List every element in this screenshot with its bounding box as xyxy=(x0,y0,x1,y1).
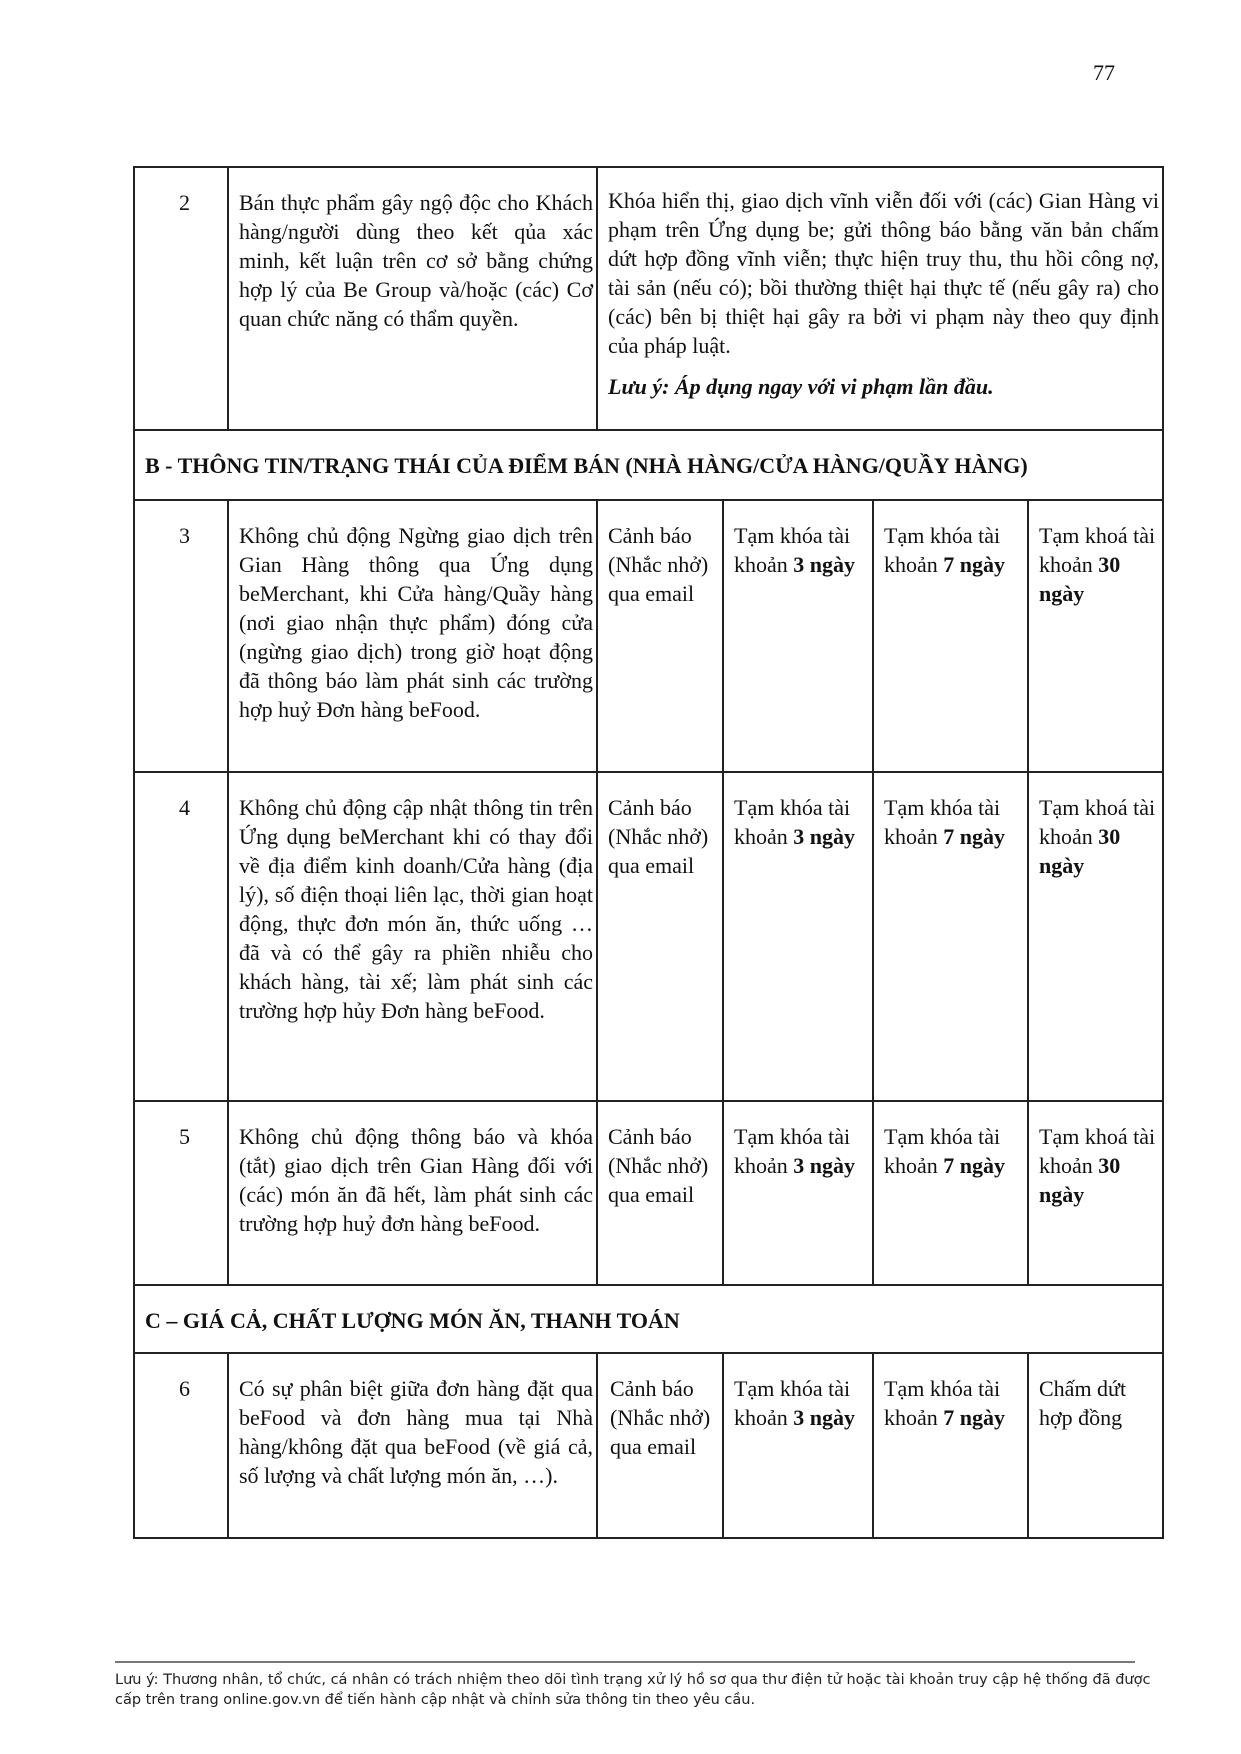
penalty-level-3 xyxy=(873,772,1028,1101)
penalty-duration: 7 ngày xyxy=(943,552,1006,577)
footer-divider xyxy=(115,1661,1135,1663)
penalty-text: Tạm khóa tài khoản xyxy=(884,1124,1001,1178)
penalty-duration: 3 ngày xyxy=(793,1405,856,1430)
penalty-level-4 xyxy=(1028,1353,1163,1538)
penalty-duration: 3 ngày xyxy=(793,1153,856,1178)
penalty-level-2 xyxy=(723,1101,873,1285)
penalty-level-2 xyxy=(723,500,873,772)
row-number: 5 xyxy=(134,1101,228,1285)
penalty-level-4 xyxy=(1028,500,1163,772)
row-number: 2 xyxy=(134,167,228,430)
penalty-text: Chấm dứt hợp đồng xyxy=(1039,1376,1127,1430)
row-number: 3 xyxy=(134,500,228,772)
penalty-text: Tạm khóa tài khoản xyxy=(734,795,851,849)
penalty-text: Tạm khóa tài khoản xyxy=(734,1124,851,1178)
penalty-level-2 xyxy=(723,1353,873,1538)
penalty-duration: 30 ngày xyxy=(1039,824,1121,878)
penalty-level-1: Cảnh báo (Nhắc nhở) qua email xyxy=(597,500,723,772)
penalty-text: Tạm khoá tài khoản xyxy=(1039,795,1156,849)
penalty-level-2 xyxy=(723,772,873,1101)
penalty-duration: 7 ngày xyxy=(943,1153,1006,1178)
section-title-b: B - THÔNG TIN/TRẠNG THÁI CỦA ĐIỂM BÁN (NHÀ HÀNG/CỬA HÀNG/QUẦY HÀNG) xyxy=(134,430,1163,500)
table-row xyxy=(134,1353,1163,1538)
penalty-level-4 xyxy=(1028,772,1163,1101)
penalty-table xyxy=(133,166,1164,1539)
penalty-level-3 xyxy=(873,500,1028,772)
table-row xyxy=(134,500,1163,772)
penalty-duration: 7 ngày xyxy=(943,1405,1006,1430)
penalty-level-1: Cảnh báo (Nhắc nhở) qua email xyxy=(597,1101,723,1285)
violation-description: Có sự phân biệt giữa đơn hàng đặt qua beFood và đơn hàng mua tại Nhà hàng/không đặt qua beFood (về giá cả, số lượng và chất lượng món ăn, …). xyxy=(228,1353,597,1538)
section-header-row xyxy=(134,1285,1163,1353)
penalty-action-text: Khóa hiển thị, giao dịch vĩnh viễn đối với (các) Gian Hàng vi phạm trên Ứng dụng be; gửi thông báo bằng văn bản chấm dứt hợp đồng vĩnh viễn; thực hiện truy thu, thu hồi công nợ, tài sản (nếu có); bồi thường thiệt hại thực tế (nếu gây ra) cho (các) bên bị thiệt hại gây ra bởi vi phạm này theo quy định của pháp luật. xyxy=(608,188,1160,358)
penalty-note: Lưu ý: Áp dụng ngay với vi phạm lần đầu. xyxy=(608,374,994,399)
penalty-text: Tạm khóa tài khoản xyxy=(884,1376,1001,1430)
penalty-duration: 7 ngày xyxy=(943,824,1006,849)
penalty-text: Tạm khoá tài khoản xyxy=(1039,523,1156,577)
penalty-duration: 30 ngày xyxy=(1039,552,1121,606)
table-row xyxy=(134,167,1163,430)
penalty-duration: 3 ngày xyxy=(793,824,856,849)
violation-description: Bán thực phẩm gây ngộ độc cho Khách hàng/người dùng theo kết qủa xác minh, kết luận trên cơ sở bằng chứng hợp lý của Be Group và/hoặc (các) Cơ quan chức năng có thẩm quyền. xyxy=(228,167,597,430)
page-number: 77 xyxy=(1093,60,1115,85)
penalty-text: Tạm khoá tài khoản xyxy=(1039,1124,1156,1178)
penalty-text: Tạm khóa tài khoản xyxy=(734,1376,851,1430)
table-row xyxy=(134,1101,1163,1285)
penalty-level-1: Cảnh báo (Nhắc nhở) qua email xyxy=(597,772,723,1101)
penalty-duration: 30 ngày xyxy=(1039,1153,1121,1207)
penalty-level-3 xyxy=(873,1353,1028,1538)
penalty-text: Tạm khóa tài khoản xyxy=(884,523,1001,577)
row-number: 6 xyxy=(134,1353,228,1538)
violation-description: Không chủ động Ngừng giao dịch trên Gian Hàng thông qua Ứng dụng beMerchant, khi Cửa hàng/Quầy hàng (nơi giao nhận thực phẩm) đóng cửa (ngừng giao dịch) trong giờ hoạt động đã thông báo làm phát sinh các trường hợp huỷ Đơn hàng beFood. xyxy=(228,500,597,772)
violation-description: Không chủ động thông báo và khóa (tắt) giao dịch trên Gian Hàng đối với (các) món ăn đã hết, làm phát sinh các trường hợp huỷ đơn hàng beFood. xyxy=(228,1101,597,1285)
penalty-duration: 3 ngày xyxy=(793,552,856,577)
penalty-action xyxy=(597,167,1163,430)
row-number: 4 xyxy=(134,772,228,1101)
section-header-row xyxy=(134,430,1163,500)
table-row xyxy=(134,772,1163,1101)
penalty-text: Tạm khóa tài khoản xyxy=(884,795,1001,849)
footer-note: Lưu ý: Thương nhân, tổ chức, cá nhân có trách nhiệm theo dõi tình trạng xử lý hồ sơ qua thư điện tử hoặc tài khoản truy cập hệ thống đã được cấp trên trang online.gov.vn để tiến hành cập nhật và chỉnh sửa thông tin theo yêu cầu. xyxy=(115,1672,1151,1708)
penalty-level-3 xyxy=(873,1101,1028,1285)
violation-description: Không chủ động cập nhật thông tin trên Ứng dụng beMerchant khi có thay đổi về địa điểm kinh doanh/Cửa hàng (địa lý), số điện thoại liên lạc, thời gian hoạt động, thực đơn món ăn, thức uống … đã và có thể gây ra phiền nhiễu cho khách hàng, tài xế; làm phát sinh các trường hợp hủy Đơn hàng beFood. xyxy=(228,772,597,1101)
penalty-level-1: Cảnh báo (Nhắc nhở) qua email xyxy=(597,1353,723,1538)
section-title-c: C – GIÁ CẢ, CHẤT LƯỢNG MÓN ĂN, THANH TOÁN xyxy=(134,1285,1163,1353)
penalty-text: Tạm khóa tài khoản xyxy=(734,523,851,577)
penalty-level-4 xyxy=(1028,1101,1163,1285)
